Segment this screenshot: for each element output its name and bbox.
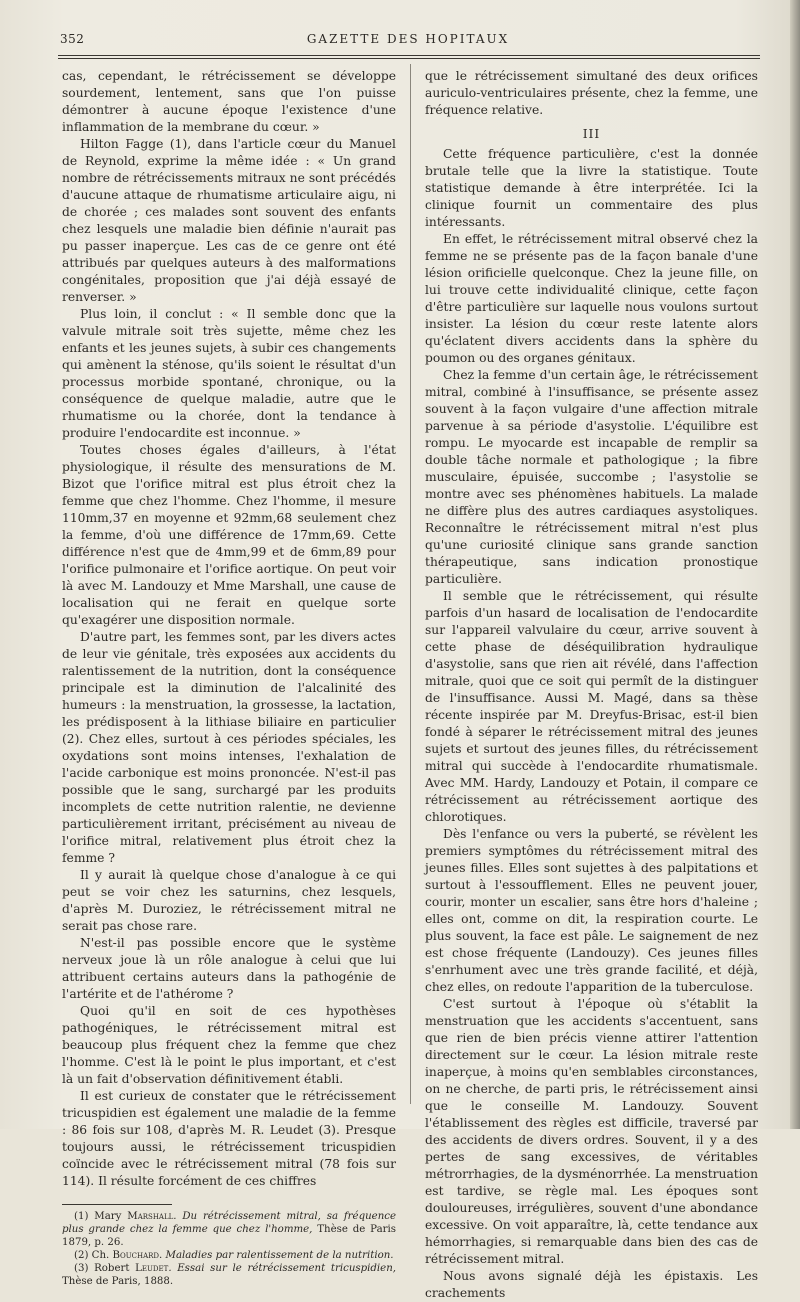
- paragraph: Hilton Fagge (1), dans l'article cœur du Manuel de Reynold, exprime la même idée : « Un grand nombre de rétrécissements mitraux ne sont précédés d'aucune attaque de rhumatisme articulaire aigu, ni de chorée ; ces malades sont souvent des enfants chez lesquels une maladie bien définie n'aurait pas pu passer inaperçue. Les cas de ce genre ont été attribués par quelques auteurs à des malformations congénitales, proposition que j'ai déjà essayé de renverser. »: [62, 137, 396, 304]
- header-rule-thin: [58, 58, 760, 59]
- footnote-text: Thèse de Paris, 1888.: [62, 1276, 174, 1287]
- paragraph: C'est surtout à l'époque où s'établit la menstruation que les accidents s'accentuent, sans que rien de bien précis vienne attirer l'attention directement sur le cœur. La lésion mitrale reste inaperçue, à moins qu'en semblables circonstances, on ne cherche, de parti pris, le rétrécissement ainsi que le conseille M. Landouzy. Souvent l'établissement des règles est difficile, traversé par des accidents de divers ordres. Souvent, il y a des pertes de sang excessives, de véritables métrorrhagies, de la dysménorrhée. La menstruation est tardive, se règle mal. Les époques sont douloureuses, irrégulières, souvent d'une abondance excessive. On voit apparaître, là, cette tendance aux hémorrhagies, si remarquable dans bien des cas de rétrécissement mitral.: [425, 997, 758, 1266]
- paragraph: Il semble que le rétrécissement, qui résulte parfois d'un hasard de localisation de l'endocardite sur l'appareil valvulaire du cœur, arrive souvent à cette phase de déséquilibration hydraulique d'asystolie, sans que rien ait révélé, dans l'affection mitrale, quoi que ce soit qui permît de la distinguer de l'insuffisance. Aussi M. Magé, dans sa thèse récente inspirée par M. Dreyfus-Brisac, est-il bien fondé à séparer le rétrécissement mitral des jeunes sujets et surtout des jeunes filles, du rétrécissement mitral qui succède à l'endocardite rhumatismale. Avec MM. Hardy, Landouzy et Potain, il compare ce rétrécissement au rétrécissement aortique des chlorotiques.: [425, 589, 758, 824]
- footnote-text: (3) Robert: [74, 1263, 136, 1274]
- paragraph: Dès l'enfance ou vers la puberté, se révèlent les premiers symptômes du rétrécissement mitral des jeunes filles. Elles sont sujettes à des palpitations et surtout à l'essoufflement. Elles ne peuvent jouer, courir, monter un escalier, sans être hors d'haleine ; elles ont, comme on dit, la respiration courte. Le plus souvent, la face est pâle. Le saignement de nez est chose fréquente (Landouzy). Ces jeunes filles s'enrhument avec une très grande facilité, et déjà, chez elles, on redoute l'apparition de la tuberculose.: [425, 827, 758, 994]
- page-spine-shadow: [790, 0, 800, 1129]
- footnote-author: Leudet: [135, 1263, 169, 1274]
- paragraph: Chez la femme d'un certain âge, le rétrécissement mitral, combiné à l'insuffisance, se présente assez souvent à la façon vulgaire d'une affection mitrale parvenue à sa période d'asystolie. L'équilibre est rompu. Le myocarde est incapable de remplir sa double tâche normale et pathologique ; la fibre musculaire, épuisée, succombe ; l'asystolie se montre avec ses phénomènes habituels. La malade ne diffère plus des autres cardiaques asystoliques. Reconnaître le rétrécissement mitral n'est plus qu'une curiosité clinique sans grande sanction thérapeutique, sans indication pronostique particulière.: [425, 368, 758, 586]
- footnote-2: [62, 1249, 396, 1262]
- paragraph: cas, cependant, le rétrécissement se développe sourdement, lentement, sans que l'on puisse démontrer à aucune époque l'existence d'une inflammation de la membrane du cœur. »: [62, 69, 396, 134]
- footnote-title: . Essai sur le rétrécissement tricuspidien,: [168, 1263, 396, 1274]
- footnote-1: [62, 1210, 396, 1249]
- paragraph: Quoi qu'il en soit de ces hypothèses pathogéniques, le rétrécissement mitral est beaucoup plus fréquent chez la femme que chez l'homme. C'est là le point le plus important, et c'est là un fait d'observation définitivement établi.: [62, 1004, 396, 1086]
- paragraph: que le rétrécissement simultané des deux orifices auriculo-ventriculaires présente, chez la femme, une fréquence relative.: [425, 69, 758, 117]
- paragraph: Il est curieux de constater que le rétrécissement tricuspidien est également une maladie de la femme : 86 fois sur 108, d'après M. R. Leudet (3). Presque toujours aussi, le rétrécissement tricuspidien coïncide avec le rétrécissement mitral (78 fois sur 114). Il résulte forcément de ces chiffres: [62, 1089, 396, 1188]
- footnote-title: . Maladies par ralentissement de la nutrition.: [159, 1250, 394, 1261]
- paragraph: Plus loin, il conclut : « Il semble donc que la valvule mitrale soit très sujette, même chez les enfants et les jeunes sujets, à subir ces changements qui amènent la sténose, qu'ils soient le résultat d'un processus morbide spontané, chronique, ou la conséquence de quelque maladie, autre que le rhumatisme ou la chorée, dont la tendance à produire l'endocardite est inconnue. »: [62, 307, 396, 440]
- paragraph: D'autre part, les femmes sont, par les divers actes de leur vie génitale, très exposées aux accidents du ralentissement de la nutrition, dont la conséquence principale est la diminution de l'alcalinité des humeurs : la menstruation, la grossesse, la lactation, les prédisposent à la lithiase biliaire en particulier (2). Chez elles, surtout à ces périodes spéciales, les oxydations sont moins intenses, l'exhalation de l'acide carbonique est moins prononcée. N'est-il pas possible que le sang, surchargé par les produits incomplets de cette nutrition ralentie, ne devienne particulièrement irritant, précisément au niveau de l'orifice mitral, relativement plus étroit chez la femme ?: [62, 630, 396, 865]
- paragraph: Cette fréquence particulière, c'est la donnée brutale telle que la livre la statistique. Toute statistique demande à être interprétée. Ici la clinique fournit un commentaire des plus intéressants.: [425, 147, 758, 229]
- footnote-text: (1) Mary: [74, 1211, 128, 1222]
- paragraph: Nous avons signalé déjà les épistaxis. Les crachements: [425, 1269, 758, 1300]
- page-header: [58, 30, 758, 52]
- paragraph: Toutes choses égales d'ailleurs, à l'état physiologique, il résulte des mensurations de M. Bizot que l'orifice mitral est plus étroit chez la femme que chez l'homme. Chez l'homme, il mesure 110mm,37 en moyenne et 92mm,68 seulement chez la femme, d'où une différence de 17mm,69. Cette différence n'est que de 4mm,99 et de 6mm,89 pour l'orifice pulmonaire et l'orifice aortique. On peut voir là avec M. Landouzy et Mme Marshall, une cause de localisation qui ne ferait en quelque sorte qu'exagérer une disposition normale.: [62, 443, 396, 627]
- running-title: GAZETTE DES HOPITAUX: [306, 32, 510, 46]
- column-divider: [410, 64, 411, 1104]
- footnote-text: Thèse de Paris 1879, p. 26.: [62, 1224, 396, 1248]
- footnote-text: (2) Ch.: [74, 1250, 113, 1261]
- paragraph: N'est-il pas possible encore que le système nerveux joue là un rôle analogue à celui que lui attribuent certains auteurs dans la pathogénie de l'artérite et de l'athérome ?: [62, 936, 396, 1001]
- paragraph: Il y aurait là quelque chose d'analogue à ce qui peut se voir chez les saturnins, chez lesquels, d'après M. Duroziez, le rétrécissement mitral ne serait pas chose rare.: [62, 868, 396, 933]
- page-number: 352: [60, 32, 85, 46]
- footnote-author: Marshall: [127, 1211, 174, 1222]
- left-column: [62, 68, 396, 1288]
- footnote-3: [62, 1262, 396, 1288]
- footnote-author: Bouchard: [112, 1250, 160, 1261]
- section-heading: III: [582, 127, 601, 141]
- right-column: [425, 68, 758, 1302]
- footnote-rule: [62, 1204, 172, 1205]
- footnote-title: . Du rétrécissement mitral, sa fréquence plus grande chez la femme que chez l'homme,: [62, 1211, 396, 1235]
- header-rule-thick: [58, 55, 760, 56]
- paragraph: En effet, le rétrécissement mitral observé chez la femme ne se présente pas de la façon banale d'une lésion orificielle quelconque. Chez la jeune fille, on lui trouve cette individualité clinique, cette façon d'être particulière sur laquelle nous voulons surtout insister. La lésion du cœur reste latente alors qu'éclatent divers accidents dans la sphère du poumon ou des organes génitaux.: [425, 232, 758, 365]
